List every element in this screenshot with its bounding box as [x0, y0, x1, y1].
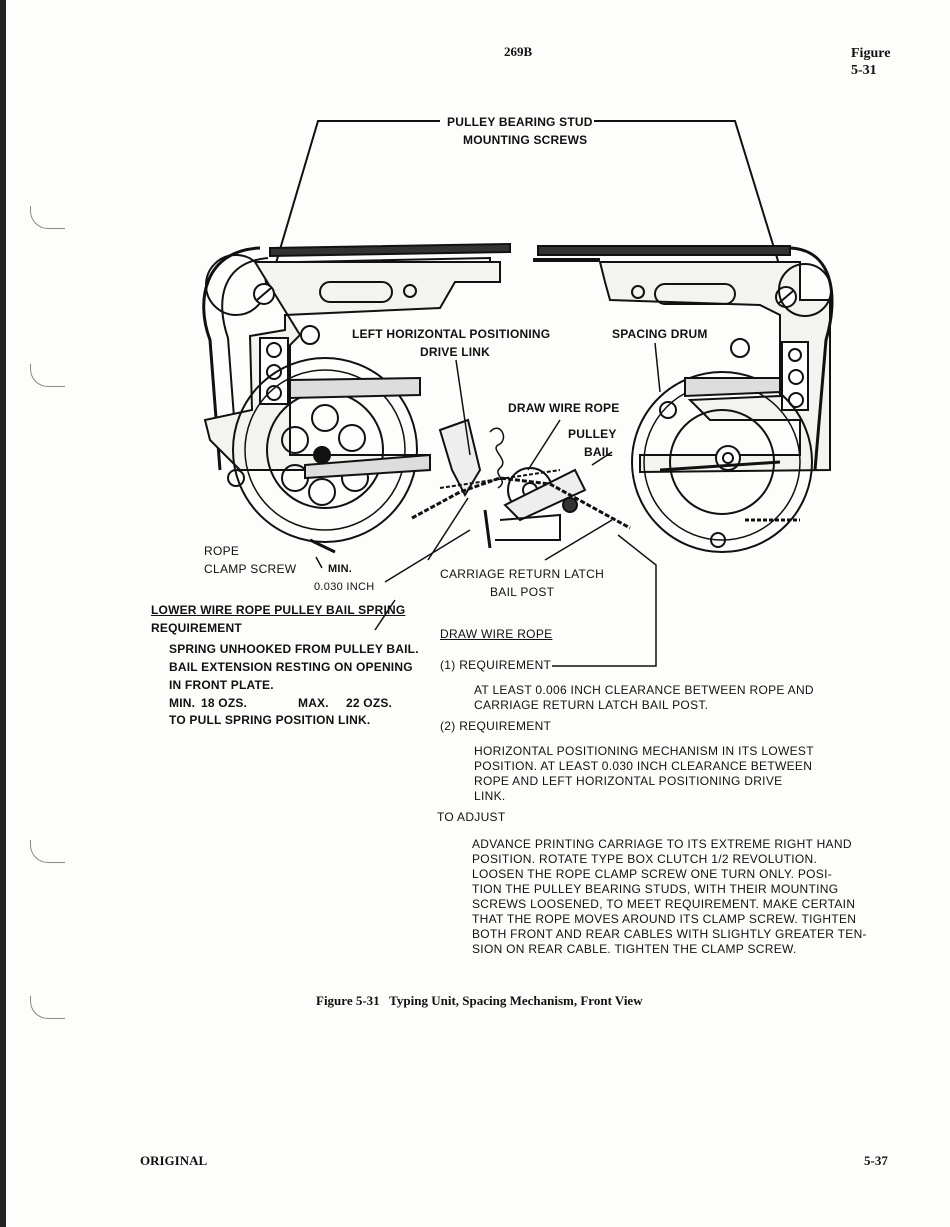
callout-clamp-screw: CLAMP SCREW — [204, 562, 297, 576]
left-bracket — [260, 338, 288, 404]
adjust-line: ADVANCE PRINTING CARRIAGE TO ITS EXTREME RIGHT HAND — [472, 837, 852, 851]
leader-line — [655, 343, 660, 392]
callout-rope: ROPE — [204, 544, 240, 558]
adjust-line: POSITION. ROTATE TYPE BOX CLUTCH 1/2 REVOLUTION. — [472, 852, 818, 866]
left-spec-max-label: MAX. — [298, 696, 329, 710]
callout-bail: BAIL — [584, 445, 613, 459]
adjust-line: SCREWS LOOSENED, TO MEET REQUIREMENT. MAKE CERTAIN — [472, 897, 856, 911]
left-spec-line: TO PULL SPRING POSITION LINK. — [169, 713, 371, 727]
callout-left-horizontal: LEFT HORIZONTAL POSITIONING — [352, 327, 551, 341]
callout-spacing-drum: SPACING DRUM — [612, 327, 708, 341]
callout-carriage-return-latch: CARRIAGE RETURN LATCH — [440, 567, 605, 581]
adjust-line: THAT THE ROPE MOVES AROUND ITS CLAMP SCREW. TIGHTEN — [472, 912, 857, 926]
right-spec-req2-line: POSITION. AT LEAST 0.030 INCH CLEARANCE BETWEEN — [474, 759, 813, 773]
figure-number: 5-31 — [851, 63, 877, 78]
callout-min-value: 0.030 INCH — [314, 581, 375, 593]
left-spec-min-value: 18 OZS. — [201, 696, 248, 710]
doc-number: 269B — [504, 44, 533, 59]
callout-min: MIN. — [328, 563, 353, 575]
figure-label: Figure — [851, 46, 891, 61]
left-spec-requirement: REQUIREMENT — [151, 621, 242, 635]
right-spec-req1-label: (1) REQUIREMENT — [440, 658, 552, 672]
callout-drive-link: DRIVE LINK — [420, 345, 491, 359]
drive-link-bar — [290, 378, 420, 398]
right-spec-req1-line: CARRIAGE RETURN LATCH BAIL POST. — [474, 698, 709, 712]
right-top-rail — [538, 246, 790, 255]
footer-original: ORIGINAL — [140, 1153, 208, 1168]
callout-bail-post: BAIL POST — [490, 585, 555, 599]
left-spec-title: LOWER WIRE ROPE PULLEY BAIL SPRING — [151, 603, 406, 617]
nut — [301, 326, 319, 344]
right-spec-req2-line: HORIZONTAL POSITIONING MECHANISM IN ITS LOWEST — [474, 744, 814, 758]
adjust-line: SION ON REAR CABLE. TIGHTEN THE CLAMP SCREW. — [472, 942, 797, 956]
left-spec-max-value: 22 OZS. — [346, 696, 393, 710]
callout-mounting-screws: MOUNTING SCREWS — [463, 133, 588, 147]
callout-draw-wire-rope: DRAW WIRE ROPE — [508, 401, 620, 415]
latch-bracket — [495, 515, 560, 540]
right-spec-adjust-label: TO ADJUST — [437, 810, 506, 824]
callout-pulley: PULLEY — [568, 427, 617, 441]
adjust-line: TION THE PULLEY BEARING STUDS, WITH THEIR MOUNTING — [472, 882, 839, 896]
right-spec-req2-line: LINK. — [474, 789, 506, 803]
callout-pulley-bearing-stud: PULLEY BEARING STUD — [447, 115, 593, 129]
leader-line — [316, 557, 322, 568]
drum-hub — [314, 447, 330, 463]
left-spec-line: IN FRONT PLATE. — [169, 678, 274, 692]
carriage-return-latch-bail-post — [485, 510, 490, 548]
footer-page-number: 5-37 — [864, 1153, 888, 1168]
right-spec-title: DRAW WIRE ROPE — [440, 627, 553, 641]
left-top-rail — [270, 244, 510, 256]
adjust-line: BOTH FRONT AND REAR CABLES WITH SLIGHTLY GREATER TEN- — [472, 927, 867, 941]
nut — [660, 402, 676, 418]
left-spec-line: SPRING UNHOOKED FROM PULLEY BAIL. — [169, 642, 419, 656]
left-spec-min-label: MIN. — [169, 696, 196, 710]
right-spec-req1-line: AT LEAST 0.006 INCH CLEARANCE BETWEEN ROPE AND — [474, 683, 814, 697]
figure-caption: Figure 5-31 Typing Unit, Spacing Mechanism, Front View — [316, 993, 643, 1008]
leader-line — [528, 420, 560, 470]
nut — [731, 339, 749, 357]
right-spec-req2-line: ROPE AND LEFT HORIZONTAL POSITIONING DRIVE — [474, 774, 783, 788]
right-spec-req2-label: (2) REQUIREMENT — [440, 719, 552, 733]
leader-line — [552, 535, 656, 666]
adjust-line: LOOSEN THE ROPE CLAMP SCREW ONE TURN ONLY. POSI- — [472, 867, 833, 881]
drive-link — [440, 420, 480, 495]
left-spec-line: BAIL EXTENSION RESTING ON OPENING — [169, 660, 413, 674]
